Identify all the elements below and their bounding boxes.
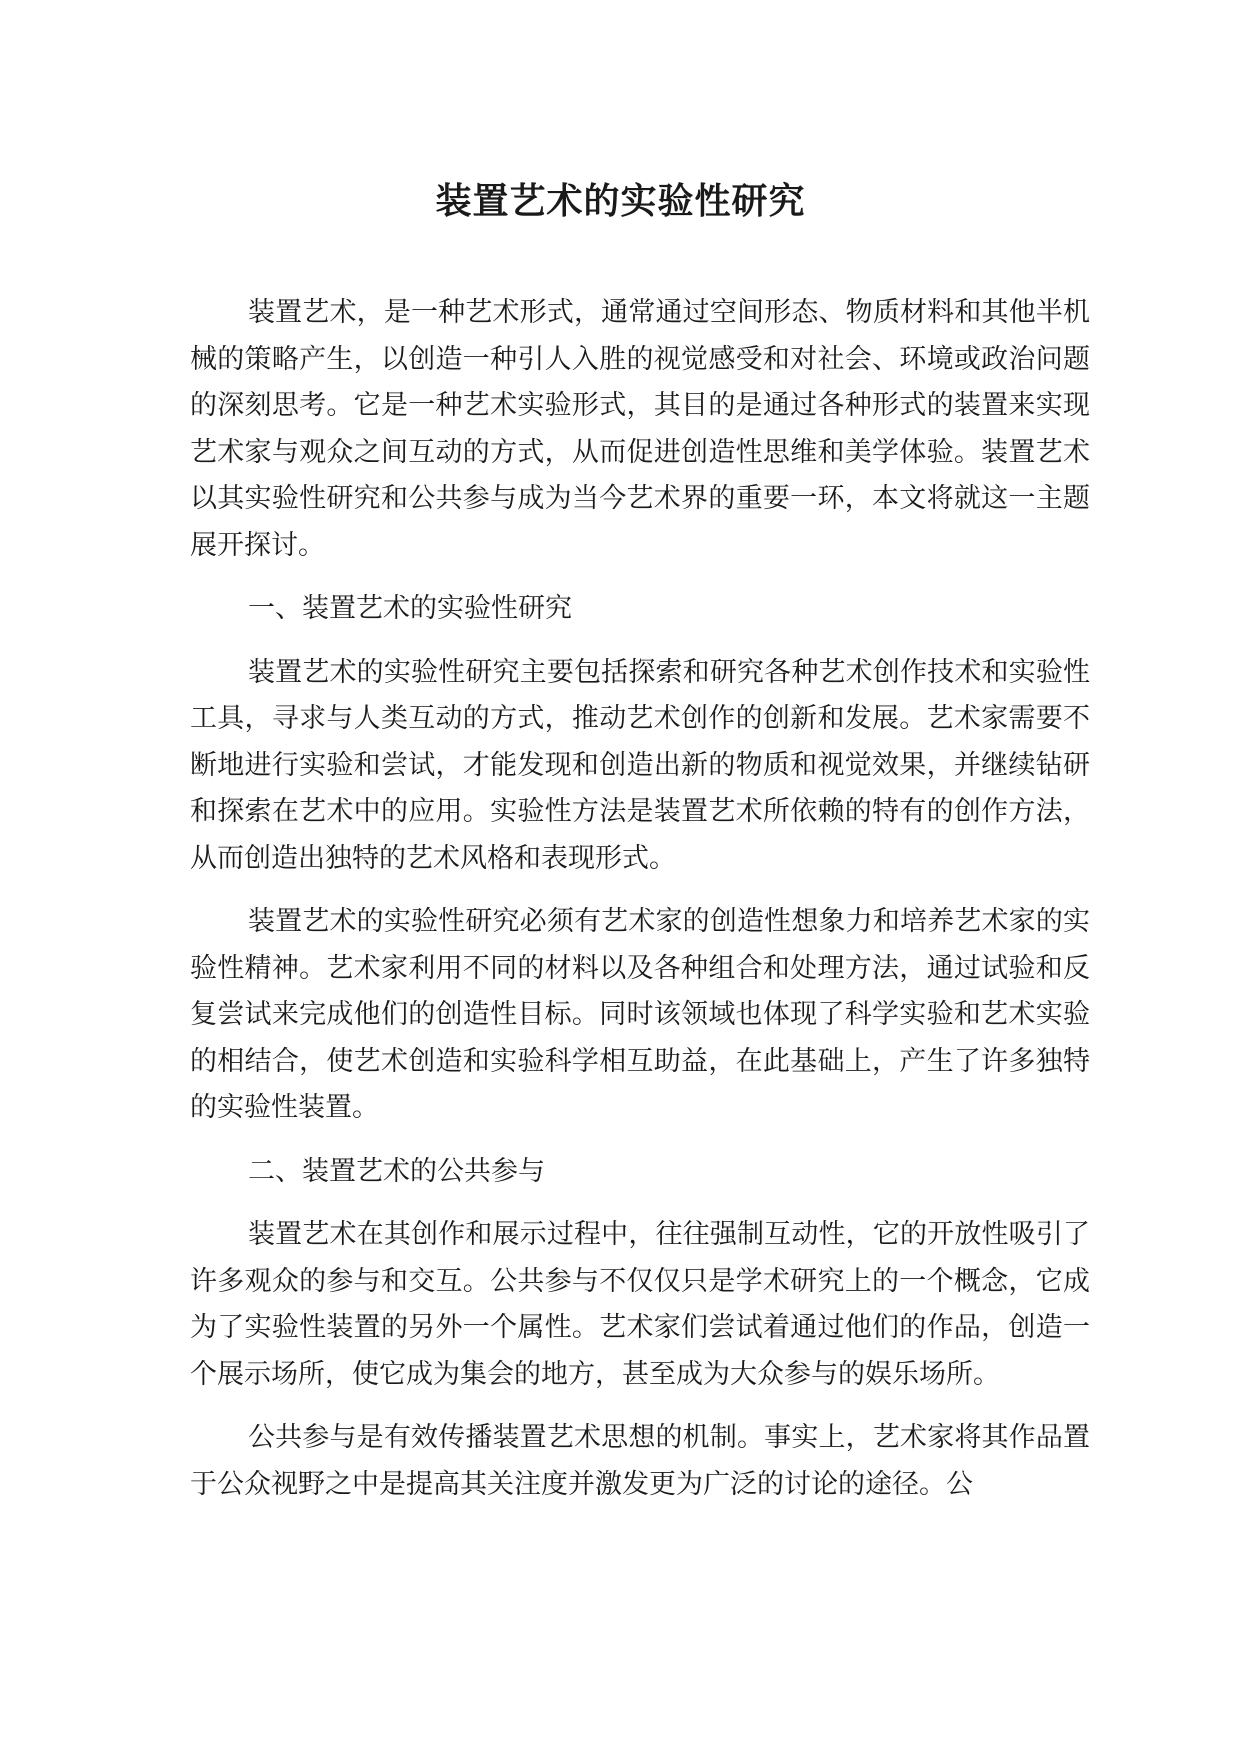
document-title: 装置艺术的实验性研究	[435, 181, 806, 222]
intro-paragraph: 装置艺术，是一种艺术形式，通常通过空间形态、物质材料和其他半机械的策略产生，以创造一种引人入胜的视觉感受和对社会、环境或政治问题的深刻思考。它是一种艺术实验形式，其目的是通过各种形式的装置来实现艺术家与观众之间互动的方式，从而促进创造性思维和美学体验。装置艺术以其实验性研究和公共参与成为当今艺术界的重要一环，本文将就这一主题展开探讨。	[190, 297, 1090, 561]
section-1-paragraph-2: 装置艺术的实验性研究必须有艺术家的创造性想象力和培养艺术家的实验性精神。艺术家利用不同的材料以及各种组合和处理方法，通过试验和反复尝试来完成他们的创造性目标。同时该领域也体现了科学实验和艺术实验的相结合，使艺术创造和实验科学相互助益，在此基础上，产生了许多独特的实验性装置。	[190, 906, 1090, 1123]
section-2-heading: 二、装置艺术的公共参与	[248, 1155, 545, 1187]
section-1-paragraph-1: 装置艺术的实验性研究主要包括探索和研究各种艺术创作技术和实验性工具，寻求与人类互动的方式，推动艺术创作的创新和发展。艺术家需要不断地进行实验和尝试，才能发现和创造出新的物质和视觉效果，并继续钻研和探索在艺术中的应用。实验性方法是装置艺术所依赖的特有的创作方法，从而创造出独特的艺术风格和表现形式。	[190, 656, 1090, 874]
document-body	[190, 290, 1090, 1525]
section-2-paragraph-1: 装置艺术在其创作和展示过程中，往往强制互动性，它的开放性吸引了许多观众的参与和交互。公共参与不仅仅只是学术研究上的一个概念，它成为了实验性装置的另外一个属性。艺术家们尝试着通过他们的作品，创造一个展示场所，使它成为集会的地方，甚至成为大众参与的娱乐场所。	[190, 1219, 1090, 1390]
section-1-heading: 一、装置艺术的实验性研究	[248, 593, 572, 624]
section-2-paragraph-2: 公共参与是有效传播装置艺术思想的机制。事实上，艺术家将其作品置于公众视野之中是提高其关注度并激发更为广泛的讨论的途径。公	[190, 1422, 1090, 1500]
